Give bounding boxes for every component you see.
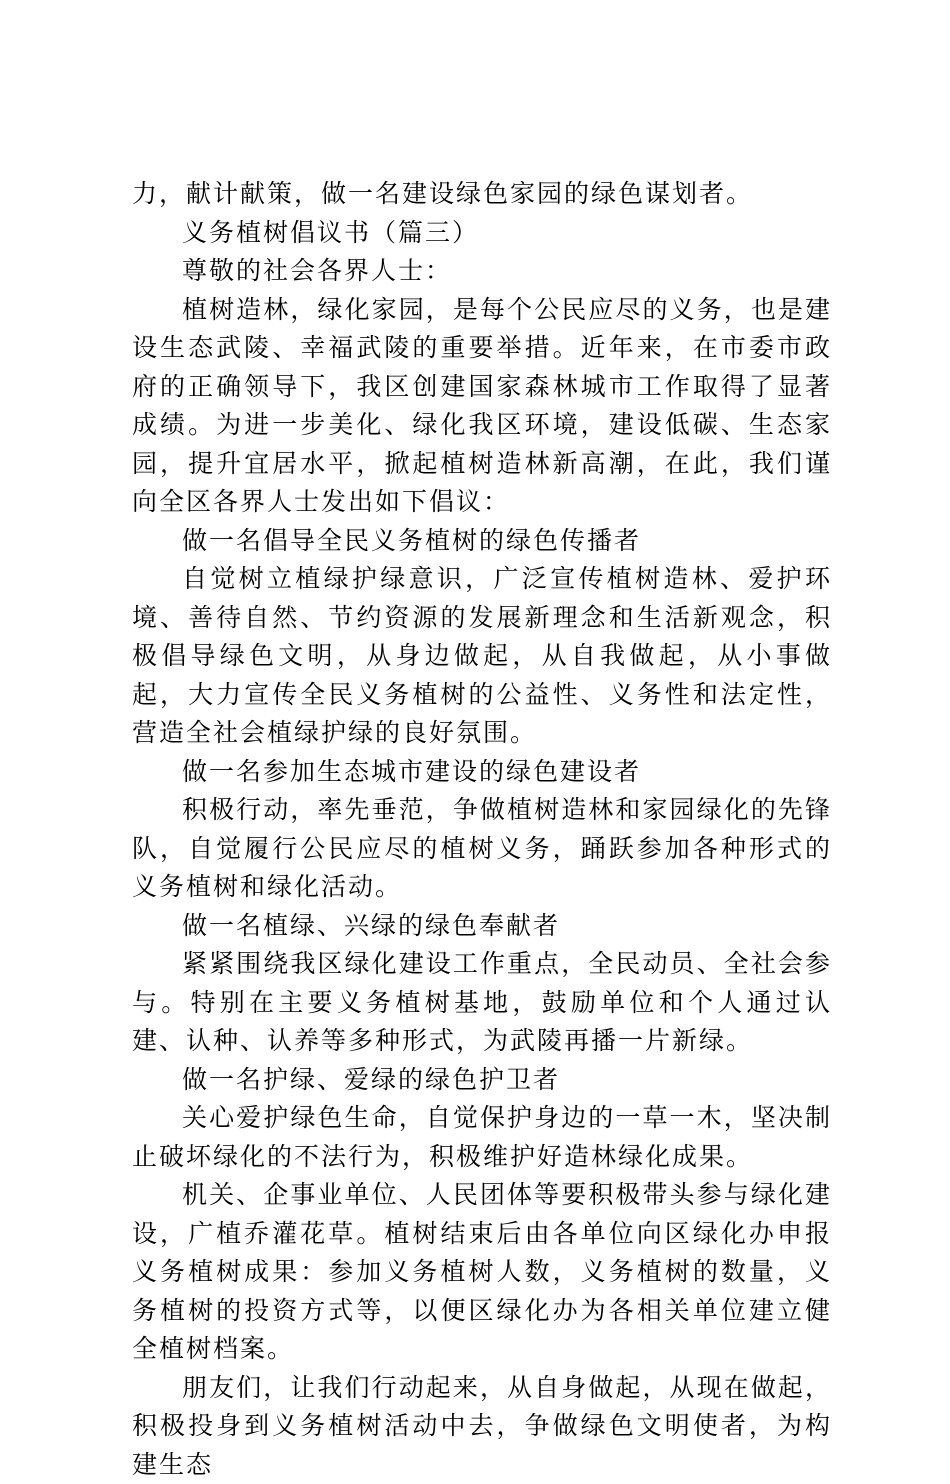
document-body [132,175,832,1484]
heading-green-guardian: 做一名护绿、爱绿的绿色护卫者 [132,1061,832,1100]
heading-green-builder: 做一名参加生态城市建设的绿色建设者 [132,753,832,792]
section-title: 义务植树倡议书（篇三） [132,214,832,253]
paragraph-green-contributor: 紧紧围绕我区绿化建设工作重点，全民动员、全社会参与。特别在主要义务植树基地，鼓励单位和个人通过认建、认种、认养等多种形式，为武陵再播一片新绿。 [132,945,832,1061]
heading-green-contributor: 做一名植绿、兴绿的绿色奉献者 [132,907,832,946]
paragraph-continuation: 力，献计献策，做一名建设绿色家园的绿色谋划者。 [132,175,832,214]
paragraph-closing: 朋友们，让我们行动起来，从自身做起，从现在做起，积极投身到义务植树活动中去，争做绿色文明使者，为构建生态 [132,1369,832,1484]
heading-green-communicator: 做一名倡导全民义务植树的绿色传播者 [132,522,832,561]
paragraph-green-builder: 积极行动，率先垂范，争做植树造林和家园绿化的先锋队，自觉履行公民应尽的植树义务，踊跃参加各种形式的义务植树和绿化活动。 [132,791,832,907]
salutation: 尊敬的社会各界人士： [132,252,832,291]
paragraph-green-guardian: 关心爱护绿色生命，自觉保护身边的一草一木，坚决制止破坏绿化的不法行为，积极维护好造林绿化成果。 [132,1099,832,1176]
paragraph-intro: 植树造林，绿化家园，是每个公民应尽的义务，也是建设生态武陵、幸福武陵的重要举措。近年来，在市委市政府的正确领导下，我区创建国家森林城市工作取得了显著成绩。为进一步美化、绿化我区环境，建设低碳、生态家园，提升宜居水平，掀起植树造林新高潮，在此，我们谨向全区各界人士发出如下倡议： [132,291,832,522]
paragraph-green-communicator: 自觉树立植绿护绿意识，广泛宣传植树造林、爱护环境、善待自然、节约资源的发展新理念和生活新观念，积极倡导绿色文明，从身边做起，从自我做起，从小事做起，大力宣传全民义务植树的公益性、义务性和法定性，营造全社会植绿护绿的良好氛围。 [132,560,832,753]
paragraph-organizations: 机关、企事业单位、人民团体等要积极带头参与绿化建设，广植乔灌花草。植树结束后由各单位向区绿化办申报义务植树成果：参加义务植树人数，义务植树的数量，义务植树的投资方式等，以便区绿化办为各相关单位建立健全植树档案。 [132,1176,832,1369]
